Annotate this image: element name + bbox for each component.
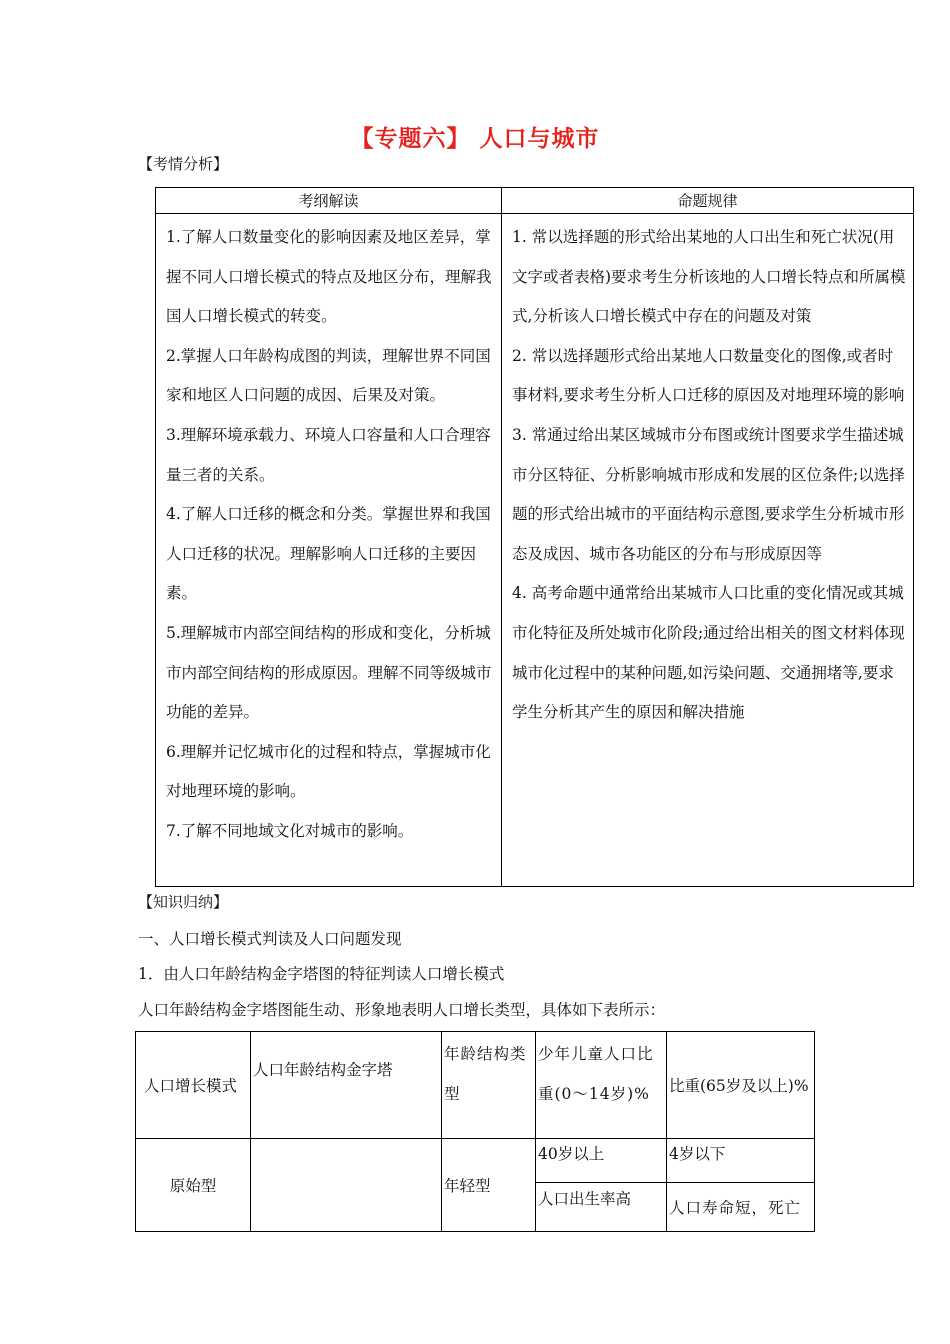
growth-mode-table: [135, 1031, 815, 1232]
pattern-item: 3. 常通过给出某区域城市分布图或统计图要求学生描述城市分区特征、分析影响城市形成和发展的区位条件;以选择题的形式给出城市的平面结构示意图,要求学生分析城市形态及成因、城市各功能区的分布与形成原因等: [512, 425, 905, 563]
exam-analysis-table: [155, 187, 914, 887]
header-child-ratio: 少年儿童人口比重(0～14岁)%: [536, 1032, 667, 1139]
pattern-item: 2. 常以选择题形式给出某地人口数量变化的图像,或者时事材料,要求考生分析人口迁移的原因及对地理环境的影响: [512, 346, 905, 405]
page-title: 【专题六】 人口与城市: [350, 126, 600, 152]
cell-type-young: 年轻型: [442, 1139, 536, 1232]
syllabus-cell: [156, 214, 502, 887]
syllabus-item: 7.了解不同地域文化对城市的影响。: [166, 821, 414, 840]
section-label-analysis: 【考情分析】: [138, 155, 229, 173]
syllabus-item: 4.了解人口迁移的概念和分类。掌握世界和我国人口迁移的状况。理解影响人口迁移的主要因素。: [166, 505, 491, 603]
section-label-knowledge: 【知识归纳】: [138, 893, 229, 911]
header-elder-ratio: 比重(65岁及以上)%: [667, 1032, 815, 1139]
pattern-item: 4. 高考命题中通常给出某城市人口比重的变化情况或其城市化特征及所处城市化阶段;通过给出相关的图文材料体现城市化过程中的某种问题,如污染问题、交通拥堵等,要求学生分析其产生的原因和解决措施: [512, 584, 905, 722]
heading-population-growth: 一、人口增长模式判读及人口问题发现: [138, 930, 402, 948]
cell-old-top: 4岁以下: [667, 1139, 815, 1183]
header-syllabus: 考纲解读: [156, 188, 502, 214]
cell-old-bottom: 人口寿命短，死亡: [667, 1183, 815, 1232]
cell-child-top: 40岁以上: [536, 1139, 667, 1183]
syllabus-item: 6.理解并记忆城市化的过程和特点，掌握城市化对地理环境的影响。: [166, 742, 491, 801]
header-age-type: 年龄结构类型: [442, 1032, 536, 1139]
syllabus-item: 3.理解环境承载力、环境人口容量和人口合理容量三者的关系。: [166, 425, 491, 484]
cell-child-bottom: 人口出生率高: [536, 1183, 667, 1232]
header-growth-mode: 人口增长模式: [136, 1032, 251, 1139]
pattern-item: 1. 常以选择题的形式给出某地的人口出生和死亡状况(用文字或者表格)要求考生分析该地的人口增长特点和所属模式,分析该人口增长模式中存在的问题及对策: [512, 228, 906, 326]
cell-mode-primitive: 原始型: [136, 1139, 251, 1232]
header-pyramid: 人口年龄结构金字塔: [251, 1032, 442, 1139]
header-pattern: 命题规律: [502, 188, 914, 214]
syllabus-item: 5.理解城市内部空间结构的形成和变化，分析城市内部空间结构的形成原因。理解不同等级城市功能的差异。: [166, 623, 492, 722]
heading-pyramid: 1．由人口年龄结构金字塔图的特征判读人口增长模式: [138, 965, 505, 983]
intro-text: 人口年龄结构金字塔图能生动、形象地表明人口增长类型，具体如下表所示：: [138, 1001, 666, 1019]
syllabus-item: 2.掌握人口年龄构成图的判读，理解世界不同国家和地区人口问题的成因、后果及对策。: [166, 346, 491, 405]
cell-pyramid-empty: [251, 1139, 442, 1232]
pattern-cell: [502, 214, 914, 887]
syllabus-item: 1.了解人口数量变化的影响因素及地区差异，掌握不同人口增长模式的特点及地区分布，理解我国人口增长模式的转变。: [166, 228, 492, 326]
